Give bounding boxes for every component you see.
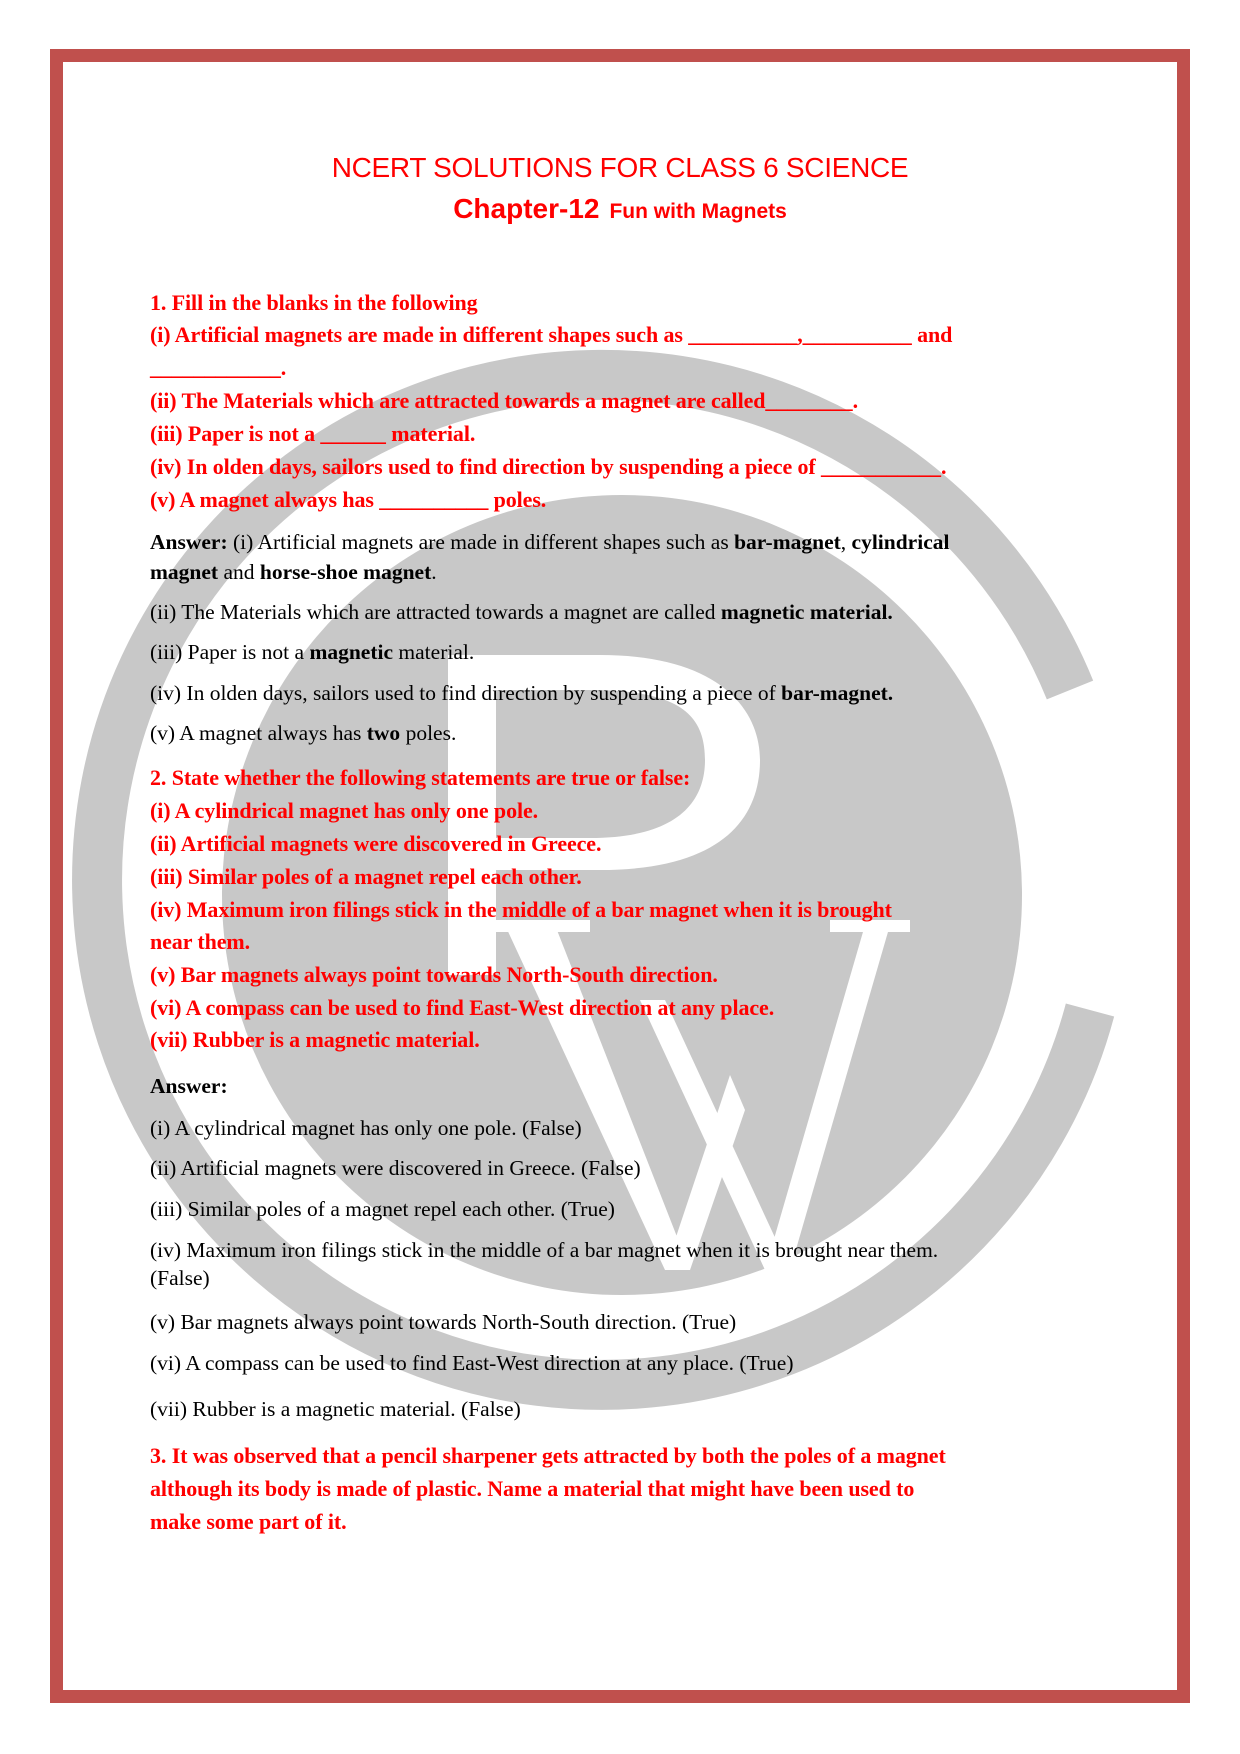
q1-item: (iv) In olden days, sailors used to find direction by suspending a piece of ___________. [150, 454, 947, 479]
q1-answer-5: (v) A magnet always has two poles. [150, 721, 457, 745]
q2-answer-label: Answer: [150, 1074, 228, 1098]
chapter-heading [0, 193, 1240, 225]
q1-item: (i) Artificial magnets are made in different shapes such as __________,__________ and [150, 322, 953, 347]
q2-item: (iv) Maximum iron filings stick in the middle of a bar magnet when it is brought [150, 897, 892, 922]
q1-answer-1: Answer: (i) Artificial magnets are made in different shapes such as bar-magnet, cylindrical [150, 530, 950, 554]
q2-answer: (vii) Rubber is a magnetic material. (False) [150, 1397, 521, 1421]
chapter-name: Fun with Magnets [609, 200, 787, 223]
chapter-number: Chapter-12 [453, 193, 600, 224]
q2-answer: (iii) Similar poles of a magnet repel each other. (True) [150, 1197, 615, 1221]
q2-item: near them. [150, 929, 251, 954]
q3-line: although its body is made of plastic. Name a material that might have been used to [150, 1476, 915, 1501]
q2-item: (v) Bar magnets always point towards North-South direction. [150, 962, 718, 987]
q2-answer: (i) A cylindrical magnet has only one pole. (False) [150, 1116, 582, 1140]
q2-item: (iii) Similar poles of a magnet repel each other. [150, 864, 582, 889]
document-title: NCERT SOLUTIONS FOR CLASS 6 SCIENCE [331, 152, 909, 183]
q2-answer: (vi) A compass can be used to find East-West direction at any place. (True) [150, 1351, 794, 1375]
q2-answer: (False) [150, 1266, 210, 1290]
q2-item: (i) A cylindrical magnet has only one pole. [150, 798, 539, 823]
q1-answer-1-cont: magnet and horse-shoe magnet. [150, 560, 437, 584]
q1-answer-4: (iv) In olden days, sailors used to find direction by suspending a piece of bar-magnet. [150, 681, 894, 705]
q2-item: (vii) Rubber is a magnetic material. [150, 1027, 480, 1052]
q3-line: make some part of it. [150, 1509, 347, 1534]
q1-answer-2: (ii) The Materials which are attracted towards a magnet are called magnetic material. [150, 600, 893, 624]
q1-item: (ii) The Materials which are attracted towards a magnet are called________. [150, 388, 858, 413]
q2-answer: (iv) Maximum iron filings stick in the middle of a bar magnet when it is brought near them. [150, 1238, 939, 1262]
q2-answer: (ii) Artificial magnets were discovered in Greece. (False) [150, 1156, 641, 1180]
answer-label: Answer: [150, 530, 228, 554]
q2-item: (ii) Artificial magnets were discovered in Greece. [150, 831, 602, 856]
q3-line: 3. It was observed that a pencil sharpener gets attracted by both the poles of a magnet [150, 1443, 946, 1468]
q2-answer: (v) Bar magnets always point towards North-South direction. (True) [150, 1310, 737, 1334]
q1-item: ____________. [150, 355, 287, 380]
q2-item: (vi) A compass can be used to find East-West direction at any place. [150, 995, 775, 1020]
q1-item: (v) A magnet always has __________ poles. [150, 487, 547, 512]
q1-item: (iii) Paper is not a ______ material. [150, 421, 476, 446]
q1-answer-3: (iii) Paper is not a magnetic material. [150, 640, 475, 664]
q1-heading: 1. Fill in the blanks in the following [150, 290, 478, 315]
q2-heading: 2. State whether the following statements are true or false: [150, 765, 691, 790]
